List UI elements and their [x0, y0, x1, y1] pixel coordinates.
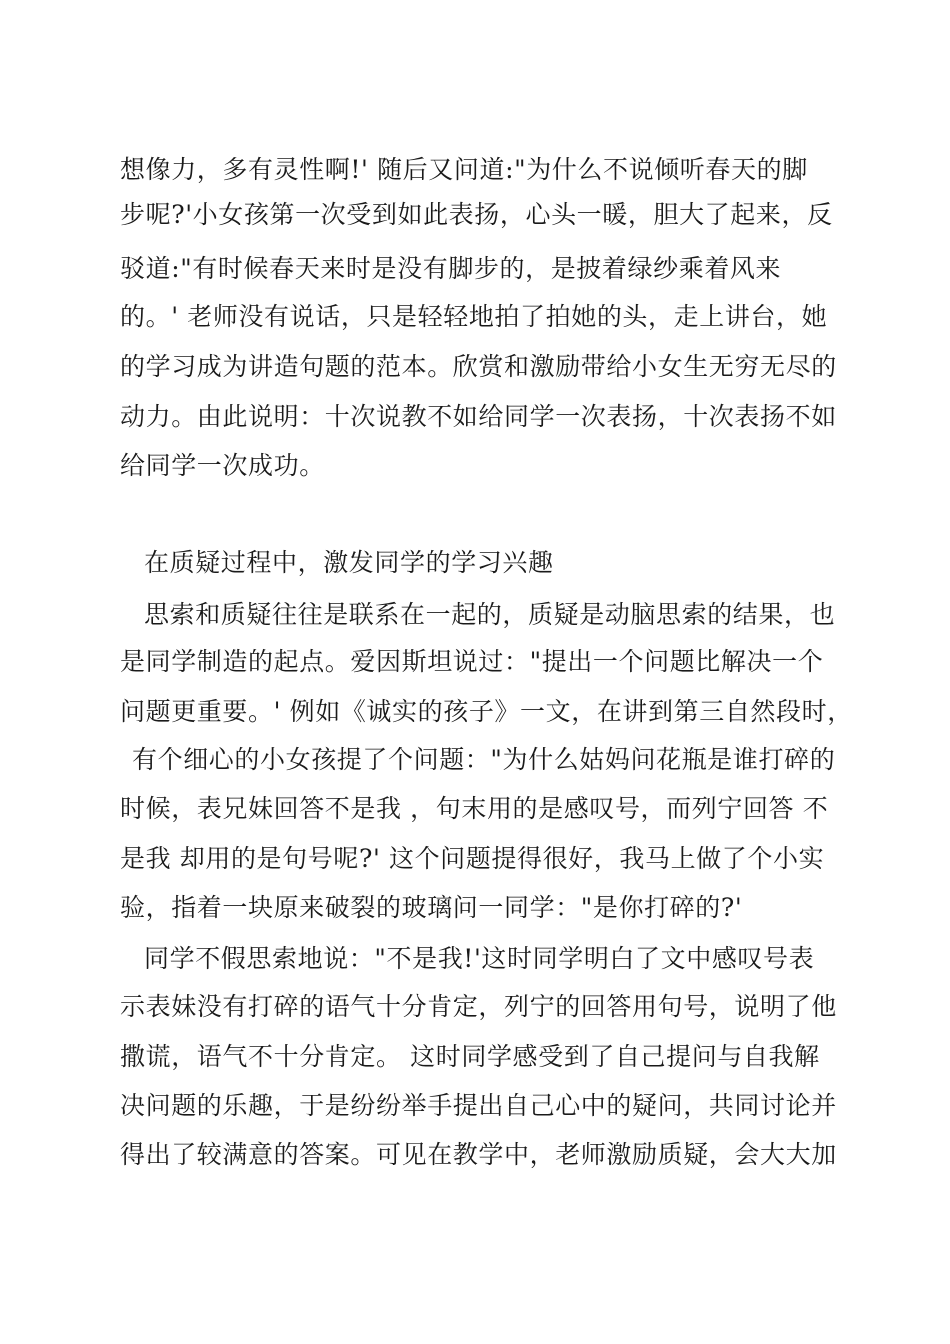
paragraph-line: 给同学一次成功。 — [120, 451, 325, 480]
paragraph-line: 得出了较满意的答案。可见在教学中，老师激励质疑，会大大加 — [120, 1140, 837, 1169]
paragraph-line: 示表妹没有打碎的语气十分肯定，列宁的回答用句号，说明了他 — [120, 992, 837, 1021]
paragraph-line: 是同学制造的起点。爱因斯坦说过："提出一个问题比解决一个 — [120, 647, 824, 676]
paragraph-line: 思索和质疑往往是联系在一起的，质疑是动脑思索的结果，也 — [144, 600, 836, 629]
paragraph-line: 同学不假思索地说："不是我!'这时同学明白了文中感叹号表 — [144, 944, 815, 973]
paragraph-line: 动力。由此说明：十次说教不如给同学一次表扬，十次表扬不如 — [120, 402, 837, 431]
paragraph-line: 驳道:"有时候春天来时是没有脚步的，是披着绿纱乘着风来 — [120, 254, 782, 283]
paragraph-line: 决问题的乐趣，于是纷纷举手提出自己心中的疑问，共同讨论并 — [120, 1091, 837, 1120]
paragraph-line: 验，指着一块原来破裂的玻璃问一同学："是你打碎的?' — [120, 893, 743, 922]
paragraph-line: 想像力，多有灵性啊!' 随后又问道:"为什么不说倾听春天的脚 — [120, 155, 808, 184]
paragraph-line: 有个细心的小女孩提了个问题："为什么姑妈问花瓶是谁打碎的 — [132, 745, 836, 774]
paragraph-line: 撒谎，语气不十分肯定。 这时同学感受到了自己提问与自我解 — [120, 1042, 820, 1071]
paragraph-line: 步呢?'小女孩第一次受到如此表扬，心头一暖，胆大了起来，反 — [120, 200, 833, 229]
paragraph-line: 时候，表兄妹回答不是我 ，句末用的是感叹号，而列宁回答 不 — [120, 794, 829, 823]
paragraph-line: 的。' 老师没有说话，只是轻轻地拍了拍她的头，走上讲台，她 — [120, 302, 828, 331]
section-heading: 在质疑过程中，激发同学的学习兴趣 — [144, 548, 554, 577]
paragraph-line: 的学习成为讲造句题的范本。欣赏和激励带给小女生无穷无尽的 — [120, 352, 837, 381]
paragraph-line: 是我 却用的是句号呢?' 这个问题提得很好，我马上做了个小实 — [120, 844, 825, 873]
paragraph-line: 问题更重要。' 例如《诚实的孩子》一文，在讲到第三自然段时， — [120, 697, 853, 726]
